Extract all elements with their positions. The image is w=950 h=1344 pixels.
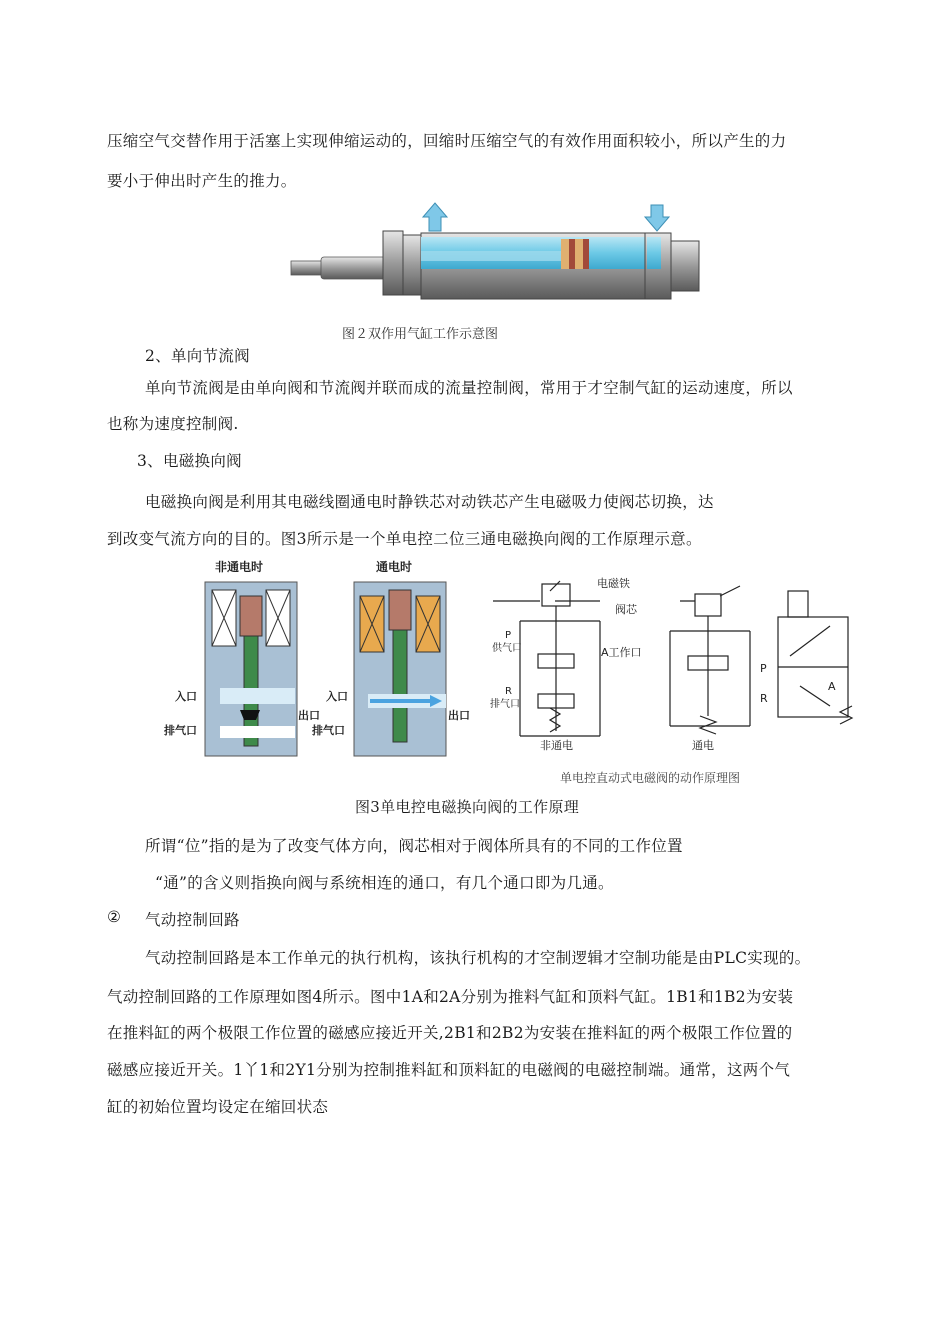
paragraph-line: 要小于伸出时产生的推力。 bbox=[107, 172, 297, 190]
label-work-port: A工作口 bbox=[601, 646, 642, 659]
section-heading: 2、单向节流阀 bbox=[145, 347, 250, 365]
figure-2-caption: 图２双作用气缸工作示意图 bbox=[342, 327, 499, 342]
figure-3-caption: 图3单电控电磁换向阀的工作原理 bbox=[355, 798, 580, 816]
paragraph-line: 缸的初始位置均设定在缩回状态 bbox=[107, 1098, 329, 1116]
label-exhaust-port: 排气口 bbox=[490, 699, 520, 710]
section-marker: ② bbox=[107, 908, 122, 926]
double-acting-cylinder-figure bbox=[285, 195, 725, 313]
label-outlet: 出口 bbox=[298, 709, 320, 722]
label-not-energized: 非通电时 bbox=[215, 560, 264, 574]
paragraph-line: 在推料缸的两个极限工作位置的磁感应接近开关,2B1和2B2为安装在推料缸的两个极限工作位置的 bbox=[107, 1024, 793, 1042]
section-heading: 气动控制回路 bbox=[145, 911, 240, 929]
paragraph-line: 单向节流阀是由单向阀和节流阀并联而成的流量控制阀，常用于才空制气缸的运动速度，所以 bbox=[145, 379, 793, 397]
label-p: P bbox=[505, 630, 512, 641]
paragraph-line: 也称为速度控制阀. bbox=[107, 415, 239, 433]
label-outlet-2: 出口 bbox=[448, 709, 470, 722]
symbol-a: A bbox=[828, 680, 836, 693]
paragraph-line: 压缩空气交替作用于活塞上实现伸缩运动的，回缩时压缩空气的有效作用面积较小，所以产生的力 bbox=[107, 132, 787, 150]
label-inlet: 入口 bbox=[175, 690, 197, 703]
figure-3-inner-caption: 单电控直动式电磁阀的动作原理图 bbox=[560, 771, 741, 785]
label-not-energized-schematic: 非通电 bbox=[540, 739, 573, 752]
paragraph-line: 磁感应接近开关。1丫1和2Y1分别为控制推料缸和顶料缸的电磁阀的电磁控制端。通常，这两个气 bbox=[107, 1061, 791, 1079]
label-r: R bbox=[505, 686, 512, 697]
solenoid-valve-figure bbox=[160, 556, 860, 785]
paragraph-line: “通”的含义则指换向阀与系统相连的通口，有几个通口即为几通。 bbox=[155, 874, 614, 892]
section-heading: 3、电磁换向阀 bbox=[137, 452, 242, 470]
label-solenoid: 电磁铁 bbox=[597, 577, 630, 590]
label-exhaust: 排气口 bbox=[164, 724, 197, 737]
label-energized: 通电时 bbox=[376, 560, 413, 574]
symbol-r: R bbox=[760, 692, 768, 705]
label-inlet-2: 入口 bbox=[326, 690, 348, 703]
symbol-p: P bbox=[760, 662, 767, 675]
paragraph-line: 所谓“位”指的是为了改变气体方向，阀芯相对于阀体所具有的不同的工作位置 bbox=[145, 837, 683, 855]
paragraph-line: 电磁换向阀是利用其电磁线圈通电时静铁芯对动铁芯产生电磁吸力使阀芯切换，达 bbox=[145, 493, 714, 511]
paragraph-line: 气动控制回路的工作原理如图4所示。图中1A和2A分别为推料气缸和顶料气缸。1B1和1B2为安装 bbox=[107, 988, 794, 1006]
label-energized-schematic: 通电 bbox=[692, 739, 714, 752]
label-spool: 阀芯 bbox=[615, 603, 637, 616]
label-supply-port: 供气口 bbox=[492, 643, 522, 654]
paragraph-line: 到改变气流方向的目的。图3所示是一个单电控二位三通电磁换向阀的工作原理示意。 bbox=[107, 530, 702, 548]
label-exhaust-2: 排气口 bbox=[312, 724, 345, 737]
paragraph-line: 气动控制回路是本工作单元的执行机构，该执行机构的才空制逻辑才空制功能是由PLC实现的。 bbox=[145, 949, 811, 967]
